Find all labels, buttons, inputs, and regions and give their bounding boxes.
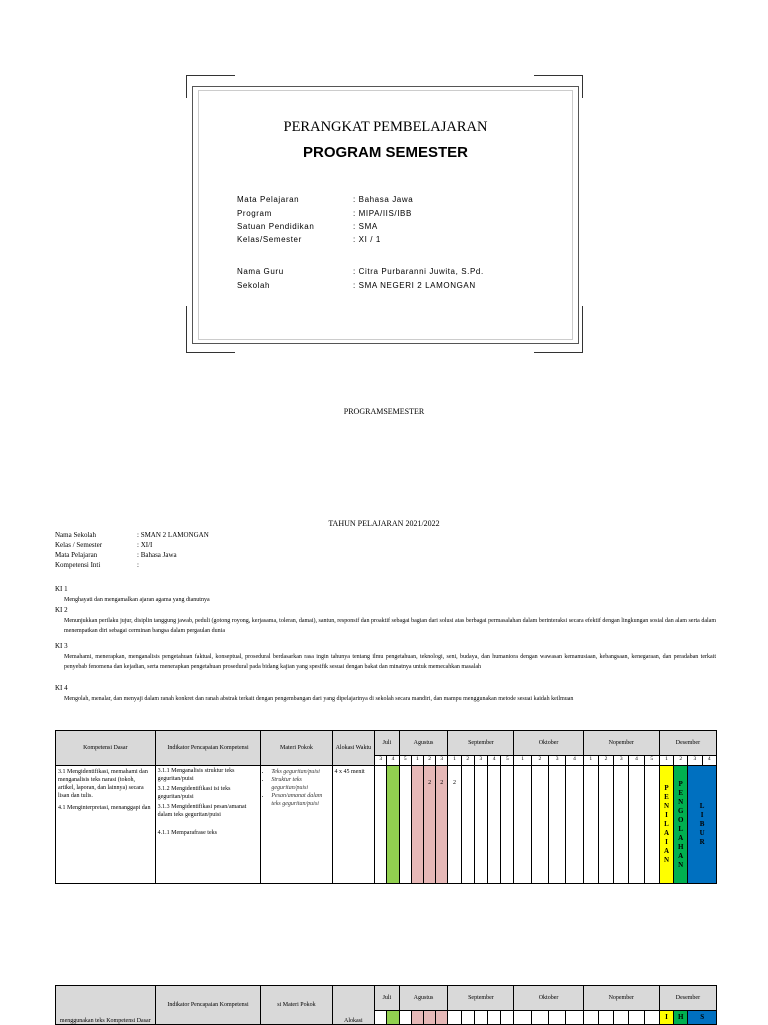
- week-slot: [423, 1011, 435, 1025]
- month-header: Oktober: [514, 731, 583, 756]
- month-header: September: [448, 731, 514, 756]
- week-slot: [531, 766, 548, 884]
- month-header: Nopember: [583, 986, 659, 1011]
- cover-row: Mata Pelajaran : Bahasa Jawa: [237, 195, 414, 204]
- ki-code: KI 3: [55, 642, 68, 650]
- week-cell: 4: [566, 756, 583, 766]
- tahun-pelajaran: TAHUN PELAJARAN 2021/2022: [328, 519, 440, 528]
- month-header: Desember: [659, 986, 716, 1011]
- ki-text: Memahami, menerapkan, menganalisis pengetahuan faktual, konseptual, prosedural berdasarkan rasa ingin tahunya tentang ilmu pengetahuan, teknologi, seni, budaya, dan humaniora dengan wawasan kemanusiaan, kebangsaan, kenegaraan, dan peradaban terkait penyebab fenomena dan kejadian, serta menerapkan pengetahuan prosedural pada bidang kajian yang spesifik sesuai dengan bakat dan minatnya untuk memecahkan masalah: [64, 654, 716, 670]
- kd-text: 4.1 Menginterpretasi, menanggapi dan: [58, 805, 151, 811]
- week-cell: 1: [583, 756, 598, 766]
- ki-text: Menghayati dan mengamalkan ajaran agama yang dianutnya: [64, 597, 210, 603]
- week-slot: [411, 766, 423, 884]
- header-materi: Materi Pokok: [261, 731, 332, 766]
- week-slot: [488, 1011, 501, 1025]
- ki-code: KI 1: [55, 585, 68, 593]
- ki-text: Menunjukkan perilaku jujur, disiplin tanggung jawab, peduli (gotong royong, kerjasama, toleran, damai), santun, responsif dan proaktif sebagai bagian dari solusi atas berbagai permasalahan dalam berinteraksi secara efektif dengan lingkungan sosial dan alam serta dalam menempatkan diri sebagai cerminan bangsa dalam pergaulan dunia: [64, 618, 716, 634]
- header-alokasi: Alokasi Waktu: [332, 731, 375, 766]
- program-semester-table: [55, 730, 717, 884]
- ki-code: KI 2: [55, 606, 68, 614]
- month-header: Desember: [659, 731, 716, 756]
- header-ipk: Indikator Pencapaian Kompetensi: [155, 986, 261, 1025]
- week-slot: [583, 1011, 598, 1025]
- week-slot: [501, 1011, 514, 1025]
- cover-subtitle: PROGRAM SEMESTER: [302, 144, 468, 161]
- pengolahan-cell: PENGOLAHAN: [674, 766, 688, 884]
- ki-text: Mengolah, menalar, dan menyaji dalam ranah konkret dan ranah abstrak terkait dengan pengembangan dari yang dipelajarinya di sekolah secara mandiri, dan mampu menggunakan metode sesuai kaidah keilmuan: [64, 696, 574, 702]
- meta-row: Kelas / Semester : XI/I: [55, 541, 153, 549]
- program-semester-table-continued: [55, 985, 717, 1025]
- month-header: Agustus: [399, 731, 448, 756]
- materi-item: • Teks geguritan/puisi: [271, 768, 329, 776]
- week-cell: 4: [702, 756, 716, 766]
- corner-tl: [186, 75, 235, 98]
- ipk-text: 3.1.2 Mengidentifikasi isi teks geguritan/puisi: [157, 786, 231, 800]
- week-cell: 2: [461, 756, 474, 766]
- week-slot: [375, 766, 387, 884]
- meta-row: Nama Sekolah : SMAN 2 LAMONGAN: [55, 531, 209, 539]
- week-cell: 2: [598, 756, 613, 766]
- header-materi: si Materi Pokok: [261, 986, 332, 1025]
- week-slot: 2: [436, 766, 448, 884]
- week-slot: 2: [448, 766, 461, 884]
- penilaian-cell: PENILAIAN: [659, 766, 673, 884]
- week-slot: [399, 766, 411, 884]
- week-cell: 2: [531, 756, 548, 766]
- header-alokasi: Alokasi: [332, 986, 375, 1025]
- week-cell: 1: [411, 756, 423, 766]
- month-header: Juli: [375, 986, 399, 1011]
- week-cell: 3: [614, 756, 629, 766]
- week-slot: [614, 766, 629, 884]
- week-slot: [436, 1011, 448, 1025]
- meta-row: Kompetensi Inti :: [55, 561, 139, 569]
- corner-br: [534, 306, 583, 353]
- week-slot: [387, 1011, 399, 1025]
- week-slot: [474, 1011, 487, 1025]
- alokasi-text: 4 x 45 menit: [334, 769, 365, 775]
- week-slot: [514, 1011, 531, 1025]
- week-slot: [644, 766, 659, 884]
- ipk-text: 3.1.1 Menganalisis struktur teks geguritan/puisi: [157, 768, 235, 782]
- cover-title: PERANGKAT PEMBELAJARAN: [283, 119, 488, 135]
- materi-cell: [261, 766, 332, 884]
- cover-row: Satuan Pendidikan : SMA: [237, 222, 378, 231]
- meta-row: Mata Pelajaran : Bahasa Jawa: [55, 551, 177, 559]
- week-cell: 4: [488, 756, 501, 766]
- header-kd: menggunakan teks Kompetensi Dasar: [56, 986, 156, 1025]
- week-slot: [629, 766, 644, 884]
- week-cell: 1: [514, 756, 531, 766]
- week-cell: 5: [501, 756, 514, 766]
- month-header: Oktober: [514, 986, 583, 1011]
- week-slot: [375, 1011, 387, 1025]
- week-slot: [614, 1011, 629, 1025]
- week-slot: H: [674, 1011, 688, 1025]
- week-slot: [566, 766, 583, 884]
- week-slot: [644, 1011, 659, 1025]
- week-slot: [549, 766, 566, 884]
- week-slot: [461, 766, 474, 884]
- week-slot: [387, 766, 399, 884]
- header-ipk: Indikator Pencapaian Kompetensi: [155, 731, 261, 766]
- week-slot: [549, 1011, 566, 1025]
- week-cell: 2: [423, 756, 435, 766]
- week-slot: [411, 1011, 423, 1025]
- week-cell: 3: [436, 756, 448, 766]
- corner-tr: [534, 75, 583, 98]
- week-slot: [629, 1011, 644, 1025]
- week-slot: [598, 766, 613, 884]
- program-semester-title: PROGRAMSEMESTER: [343, 407, 425, 416]
- month-header: Juli: [375, 731, 399, 756]
- week-slot: [474, 766, 487, 884]
- week-slot: [488, 766, 501, 884]
- week-cell: 1: [448, 756, 461, 766]
- month-header: September: [448, 986, 514, 1011]
- week-slot: [461, 1011, 474, 1025]
- materi-item: • Struktur teks geguritan/puisi: [271, 776, 329, 792]
- ki-code: KI 4: [55, 684, 68, 692]
- week-slot: [566, 1011, 583, 1025]
- corner-bl: [186, 306, 235, 353]
- week-cell: 3: [474, 756, 487, 766]
- week-cell: 3: [688, 756, 702, 766]
- week-slot: 2: [423, 766, 435, 884]
- header-kd: Kompetensi Dasar: [56, 731, 156, 766]
- week-cell: 3: [375, 756, 387, 766]
- kd-cell: [56, 766, 156, 884]
- materi-item: • Pesan/amanat dalam teks geguritan/puisi: [271, 792, 329, 808]
- week-slot: I: [659, 1011, 673, 1025]
- week-cell: 1: [659, 756, 673, 766]
- week-cell: 3: [549, 756, 566, 766]
- kd-text: 3.1 Mengidentifikasi, memahami dan menganalisis teks narasi (tokoh, artikel, laporan, dan lainnya) secara lisan dan tulis.: [58, 769, 148, 799]
- libur-cell: LIBUR: [688, 766, 717, 884]
- week-slot: [501, 766, 514, 884]
- week-cell: 4: [387, 756, 399, 766]
- month-header: Agustus: [399, 986, 448, 1011]
- week-slot: [448, 1011, 461, 1025]
- week-cell: 5: [644, 756, 659, 766]
- cover-row: Program : MIPA/IIS/IBB: [237, 209, 412, 218]
- week-slot: [583, 766, 598, 884]
- ipk-cell: [155, 766, 261, 884]
- week-slot: [399, 1011, 411, 1025]
- alokasi-cell: [332, 766, 375, 884]
- week-slot: [598, 1011, 613, 1025]
- cover-row: Kelas/Semester : XI / 1: [237, 235, 381, 244]
- ipk-text: 3.1.3 Mengidentifikasi pesan/amanat dalam teks geguritan/puisi: [157, 804, 247, 818]
- month-header: Nopember: [583, 731, 659, 756]
- week-slot: [531, 1011, 548, 1025]
- cover-row: Sekolah : SMA NEGERI 2 LAMONGAN: [237, 281, 476, 290]
- week-cell: 4: [629, 756, 644, 766]
- week-slot: S: [688, 1011, 717, 1025]
- week-slot: [514, 766, 531, 884]
- cover-row: Nama Guru : Citra Purbaranni Juwita, S.Pd.: [237, 267, 484, 276]
- week-cell: 2: [674, 756, 688, 766]
- ipk-text: 4.1.1 Memparafrase teks: [157, 830, 217, 836]
- week-cell: 5: [399, 756, 411, 766]
